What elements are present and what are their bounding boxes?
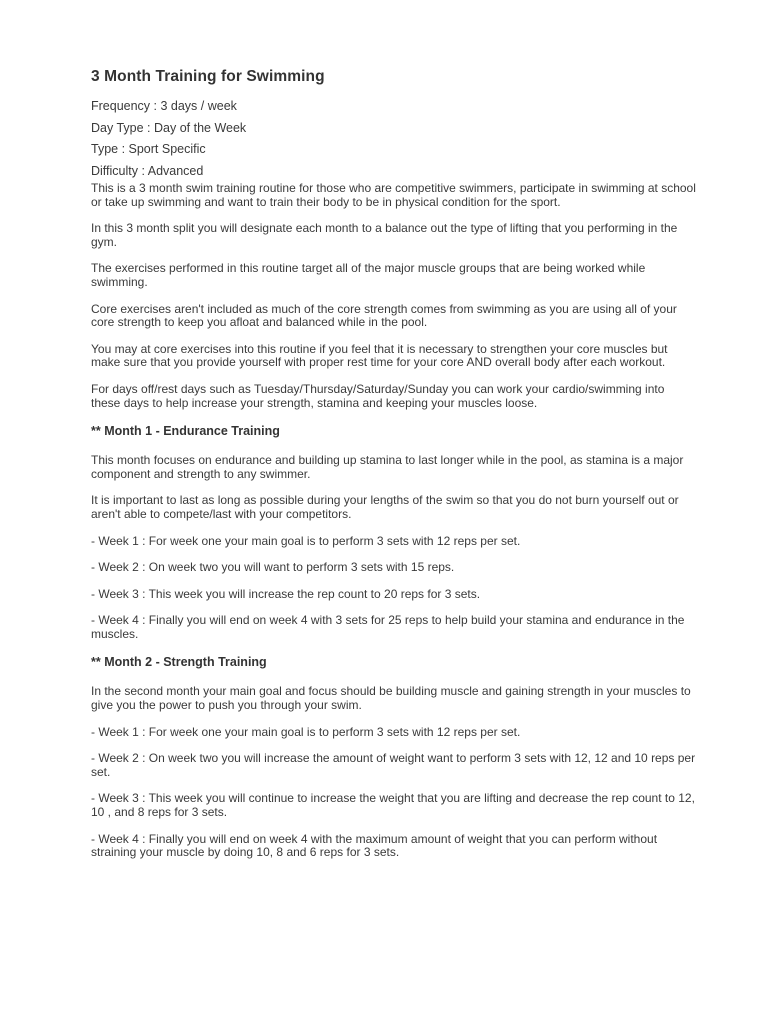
intro-paragraph: The exercises performed in this routine target all of the major muscle groups that are being worked while swimming.	[91, 261, 646, 289]
month-2-week-3: - Week 3 : This week you will continue to increase the weight that you are lifting and decrease the rep count to 12, 10 , and 8 reps for 3 sets.	[91, 791, 695, 820]
month-1-week-2: - Week 2 : On week two you will want to perform 3 sets with 15 reps.	[91, 560, 455, 575]
month-1-week-3: - Week 3 : This week you will increase the rep count to 20 reps for 3 sets.	[91, 586, 481, 601]
meta-difficulty: Difficulty : Advanced	[91, 163, 204, 178]
month-2-week-4: - Week 4 : Finally you will end on week 4 with the maximum amount of weight that you can perform without straining your muscle by doing 10, 8 and 6 reps for 3 sets.	[91, 831, 658, 860]
intro-paragraph: This is a 3 month swim training routine for those who are competitive swimmers, participate in swimming at school or take up swimming and want to train their body to be in physical condition for the sport.	[91, 181, 696, 209]
meta-day-type: Day Type : Day of the Week	[91, 120, 247, 135]
month-2-week-2: - Week 2 : On week two you will increase the amount of weight want to perform 3 sets with 12, 12 and 10 reps per set.	[91, 751, 696, 779]
intro-paragraph: In this 3 month split you will designate each month to a balance out the type of lifting that you performing in the gym.	[91, 221, 678, 249]
month-1-paragraph: This month focuses on endurance and building up stamina to last longer while in the pool, as stamina is a major component and strength to any swimmer.	[91, 453, 684, 481]
month-1-paragraph: It is important to last as long as possible during your lengths of the swim so that you do not burn yourself out or aren't able to compete/last with your competitors.	[91, 493, 679, 521]
meta-frequency: Frequency : 3 days / week	[91, 99, 237, 113]
month-2-week-1: - Week 1 : For week one your main goal is to perform 3 sets with 12 reps per set.	[91, 724, 521, 739]
month-2-heading: ** Month 2 - Strength Training	[91, 655, 267, 670]
document-page	[91, 66, 697, 873]
month-2-section	[91, 655, 697, 859]
month-1-week-4: - Week 4 : Finally you will end on week 4 with 3 sets for 25 reps to help build your stamina and endurance in the muscles.	[91, 613, 685, 641]
intro-section	[91, 182, 697, 410]
intro-paragraph: You may at core exercises into this routine if you feel that it is necessary to strengthen your core muscles but make sure that you provide yourself with proper rest time for your core AND overall body after each workout.	[91, 341, 668, 370]
meta-block	[91, 96, 697, 182]
month-1-heading: ** Month 1 - Endurance Training	[91, 424, 280, 439]
intro-paragraph: Core exercises aren't included as much of the core strength comes from swimming as you are using all of your core strength to keep you afloat and balanced while in the pool.	[91, 301, 677, 330]
document-title: 3 Month Training for Swimming	[91, 68, 325, 85]
month-1-section	[91, 424, 697, 641]
month-2-paragraph: In the second month your main goal and focus should be building muscle and gaining strength in your muscles to give you the power to push you through your swim.	[91, 684, 691, 713]
month-1-week-1: - Week 1 : For week one your main goal is to perform 3 sets with 12 reps per set.	[91, 533, 521, 548]
intro-paragraph: For days off/rest days such as Tuesday/Thursday/Saturday/Sunday you can work your cardio/swimming into these days to help increase your strength, stamina and keeping your muscles loose.	[91, 381, 665, 410]
meta-type: Type : Sport Specific	[91, 142, 206, 156]
